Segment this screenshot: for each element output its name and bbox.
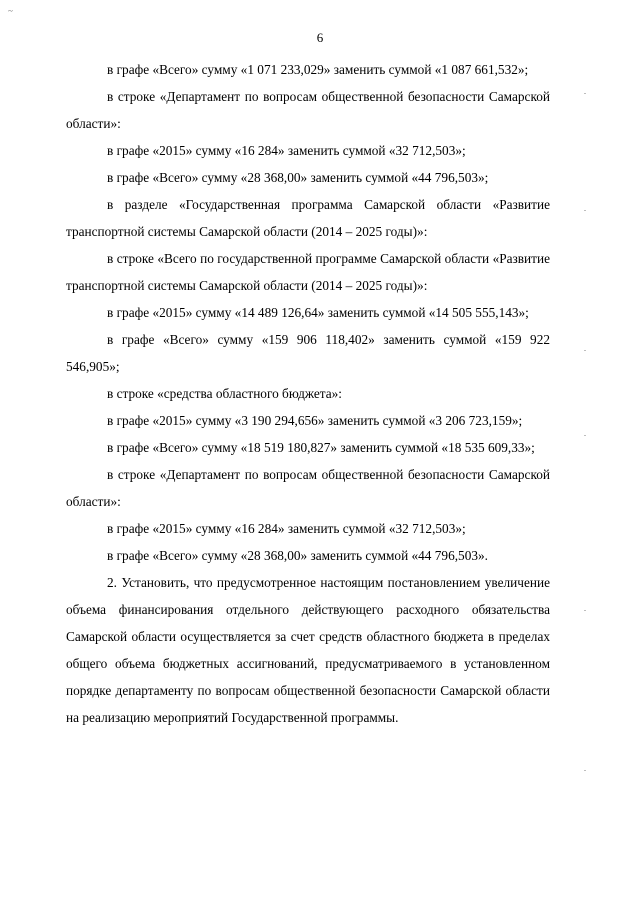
paragraph-clause-2: 2. Установить, что предусмотренное настоящим постановлением увеличение объема финансирования отдельного действующего расходного обязательства Самарской области осуществляется за счет средств областного бюджета в пределах общего объема бюджетных ассигнований, предусматриваемого в установленном порядке департаменту по вопросам общественной безопасности Самарской области на реализацию мероприятий Государственной программы.	[66, 575, 550, 725]
paragraph-department-row-1: в строке «Департамент по вопросам общественной безопасности Самарской области»:	[66, 89, 550, 131]
paragraph-section-transport: в разделе «Государственная программа Самарской области «Развитие транспортной системы Самарской области (2014 – 2025 годы)»:	[66, 197, 550, 239]
scan-artifact	[584, 435, 586, 436]
page-number: 6	[316, 30, 324, 45]
paragraph-2015-column-3: в графе «2015» сумму «3 190 294,656» заменить суммой «3 206 723,159»;	[107, 413, 523, 428]
document-body	[66, 56, 550, 731]
paragraph-2015-column-4: в графе «2015» сумму «16 284» заменить суммой «32 712,503»;	[107, 521, 466, 536]
paragraph-total-column-4: в графе «Всего» сумму «18 519 180,827» заменить суммой «18 535 609,33»;	[107, 440, 535, 455]
paragraph-department-row-2: в строке «Департамент по вопросам общественной безопасности Самарской области»:	[66, 467, 550, 509]
paragraph-total-column-3: в графе «Всего» сумму «159 906 118,402» заменить суммой «159 922 546,905»;	[66, 332, 550, 374]
paragraph-total-column-1: в графе «Всего» сумму «1 071 233,029» заменить суммой «1 087 661,532»;	[107, 62, 529, 77]
paragraph-2015-column-2: в графе «2015» сумму «14 489 126,64» заменить суммой «14 505 555,143»;	[107, 305, 529, 320]
scan-artifact	[584, 93, 586, 94]
scan-artifact	[584, 350, 586, 351]
paragraph-2015-column-1: в графе «2015» сумму «16 284» заменить суммой «32 712,503»;	[107, 143, 466, 158]
paragraph-regional-budget-row: в строке «средства областного бюджета»:	[107, 386, 342, 401]
scan-artifact	[584, 210, 586, 211]
scan-artifact	[584, 770, 586, 771]
scan-artifact	[584, 610, 586, 611]
paragraph-total-program-row: в строке «Всего по государственной программе Самарской области «Развитие транспортной системы Самарской области (2014 – 2025 годы)»:	[66, 251, 550, 293]
paragraph-total-column-2: в графе «Всего» сумму «28 368,00» заменить суммой «44 796,503»;	[107, 170, 489, 185]
paragraph-total-column-5: в графе «Всего» сумму «28 368,00» заменить суммой «44 796,503».	[107, 548, 488, 563]
scan-corner-mark: ~	[8, 6, 13, 16]
